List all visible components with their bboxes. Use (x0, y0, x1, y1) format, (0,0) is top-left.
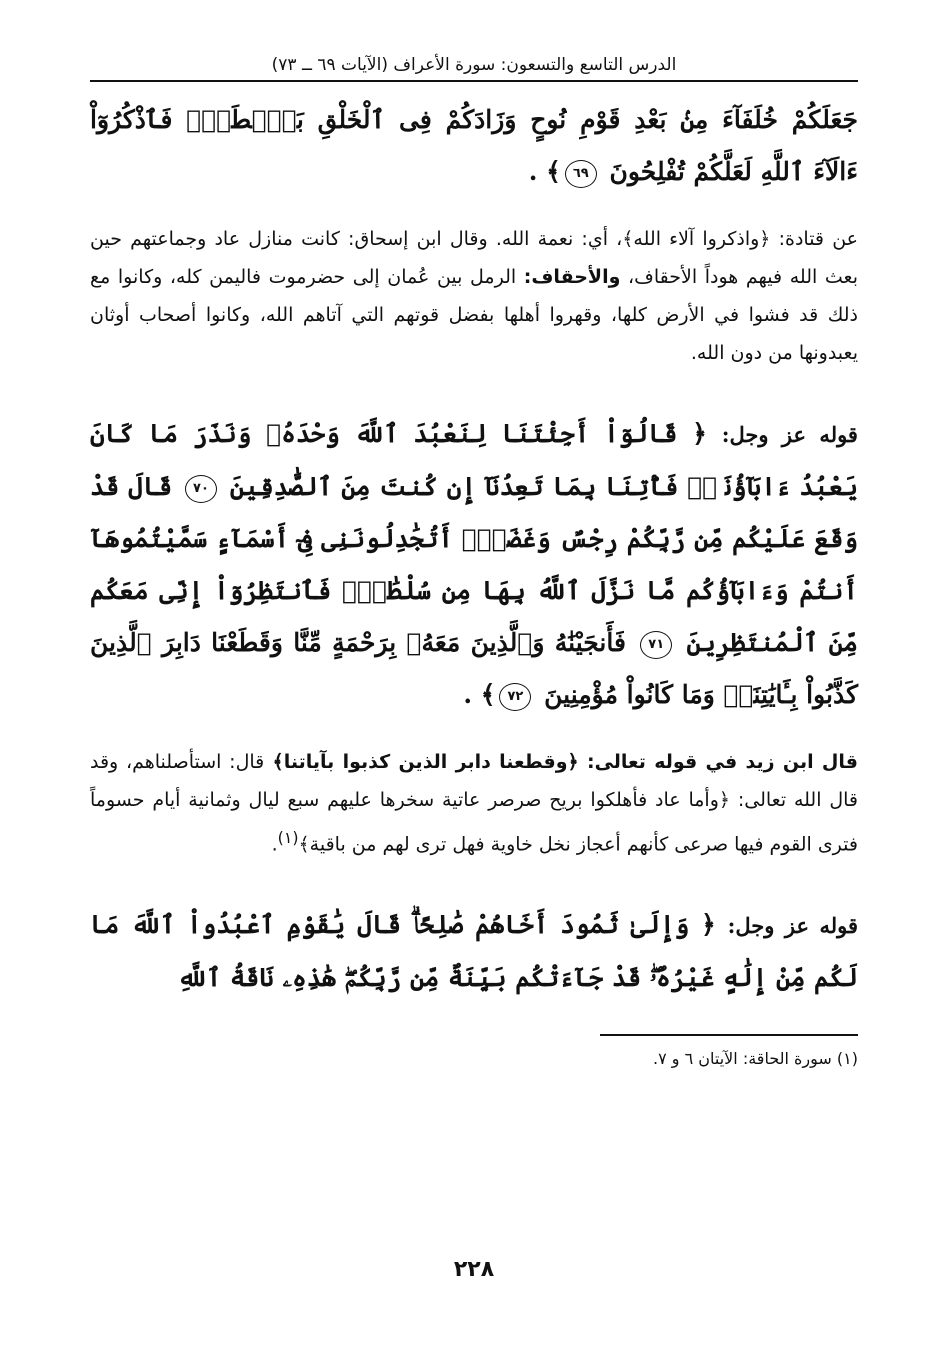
verse-text-72: فَأَنجَيْنَٰهُ وَٱلَّذِينَ مَعَهُۥ بِرَحْمَةٍ مِّنَّا وَقَطَعْنَا دَابِرَ ٱلَّذِينَ كَذَّبُواْ بِـَٔايَٰتِنَاۖ وَمَا كَانُواْ مُؤْمِنِينَ (90, 628, 858, 709)
verse-lead: قوله عز وجل: (727, 913, 858, 939)
ayah-number-marker: ٧١ (640, 631, 672, 659)
verse-text: وَإِلَىٰ ثَمُودَ أَخَاهُمْ صَٰلِحًاۗ قَالَ يَٰقَوْمِ ٱعْبُدُواْ ٱللَّهَ مَا لَكُم مِّنْ إِلَٰهٍ غَيْرُهُۥۖ قَدْ جَآءَتْكُم بَيِّنَةٌ مِّن رَّبِّكُمْۖ هَٰذِهِۦ نَاقَةُ ٱللَّهِ (90, 910, 858, 993)
quoted-verse: ﴿وقطعنا دابر الذين كذبوا بآياتنا﴾ (264, 751, 587, 773)
verse-text-70: قَالُوٓاْ أَجِئْتَنَا لِنَعْبُدَ ٱللَّهَ وَحْدَهُۥ وَنَذَرَ مَا كَانَ يَعْبُدُ ءَابَآؤُنَاۖ فَأْتِنَا بِمَا تَعِدُنَآ إِن كُنتَ مِنَ ٱلصَّٰدِقِينَ (90, 419, 858, 501)
verse-text: جَعَلَكُمْ خُلَفَآءَ مِنۢ بَعْدِ قَوْمِ نُوحٍ وَزَادَكُمْ فِى ٱلْخَلْقِ بَصْۜطَةًۖ فَٱذْكُرُوٓاْ ءَالَآءَ ٱللَّهِ لَعَلَّكُمْ تُفْلِحُونَ (90, 105, 858, 186)
ayah-number-marker: ٦٩ (565, 160, 597, 188)
commentary-text: عن قتادة: ﴿واذكروا آلاء الله﴾، أي: نعمة الله. وقال ابن إسحاق: كانت منازل عاد وجماعتهم حين بعث الله فيهم هوداً الأحقاف، (90, 228, 858, 288)
verse-text-71: قَالَ قَدْ وَقَعَ عَلَيْكُم مِّن رَّبِّكُمْ رِجْسٌ وَغَضَبٌۖ أَتُجَٰدِلُونَنِى فِىٓ أَسْمَآءٍ سَمَّيْتُمُوهَآ أَنتُمْ وَءَابَآؤُكُم مَّا نَزَّلَ ٱللَّهُ بِهَا مِن سُلْطَٰنٍۚ فَٱنتَظِرُوٓاْ إِنِّى مَعَكُم مِّنَ ٱلْمُنتَظِرِينَ (90, 472, 858, 657)
verse-open-bracket: ﴿ (701, 910, 716, 940)
verse-open-bracket: ﴿ (692, 419, 707, 448)
footnote: (١) سورة الحاقة: الآيتان ٦ و ٧. (652, 1049, 858, 1069)
verse-close-bracket: ﴾ . (528, 157, 561, 186)
ayah-number-marker: ٧٢ (499, 683, 531, 711)
footnote-reference[interactable]: (١) (277, 828, 299, 847)
book-page (90, 52, 858, 1312)
verse-block-2 (90, 408, 858, 721)
verse-lead: قوله عز وجل: (721, 422, 858, 447)
term-ahqaf: والأحقاف: (523, 266, 621, 288)
commentary-text-rest: الرمل بين عُمان إلى حضرموت فاليمن كله، وكانوا مع ذلك قد فشوا في الأرض كلها، وقهروا أهلها بفضل قوتهم التي آتاهم الله، وكانوا أصحاب أوثان يعبدونها من دون الله. (90, 266, 858, 364)
commentary-lead: قال ابن زيد في قوله تعالى: (586, 751, 858, 773)
verse-block-1 (90, 94, 858, 198)
footnote-separator (600, 1034, 858, 1036)
commentary-text: قال: استأصلناهم، وقد قال الله تعالى: ﴿وأما عاد فأهلكوا بريح صرصر عاتية سخرها عليهم سبع ليال وثمانية أيام حسوماً فترى القوم فيها صرعى كأنهم أعجاز نخل خاوية فهل ترى لهم من باقية﴾ (90, 751, 858, 856)
page-number: ٢٢٨ (453, 1257, 495, 1282)
verse-block-3 (90, 899, 858, 1004)
commentary-paragraph-1 (90, 220, 858, 372)
commentary-paragraph-2 (90, 743, 858, 863)
running-header: الدرس التاسع والتسعون: سورة الأعراف (الآيات ٦٩ ــ ٧٣) (90, 52, 858, 82)
ayah-number-marker: ٧٠ (185, 475, 217, 503)
sentence-end: . (271, 833, 278, 856)
verse-close-bracket: ﴾ . (463, 680, 496, 709)
